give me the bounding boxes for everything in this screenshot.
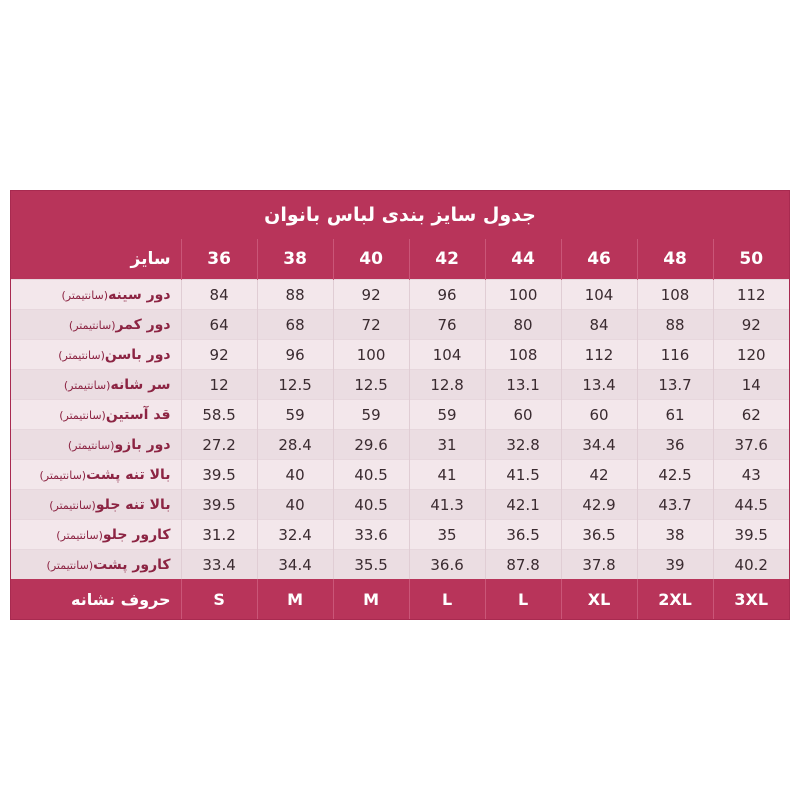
cell-shoulder-48: 13.7 [637,370,713,400]
row-unit-backwidth: (سانتیمتر) [46,558,94,572]
cell-waist-42: 76 [409,310,485,340]
cell-hip-36: 92 [181,340,257,370]
row-label-hip [11,340,181,370]
cell-frontwidth-42: 35 [409,520,485,550]
table-row [11,340,789,370]
cell-arm-40: 29.6 [333,430,409,460]
cell-frontwidth-48: 38 [637,520,713,550]
cell-backwidth-40: 35.5 [333,550,409,580]
cell-hip-44: 108 [485,340,561,370]
cell-backbodice-40: 40.5 [333,460,409,490]
cell-shoulder-50: 14 [713,370,789,400]
cell-bust-38: 88 [257,280,333,310]
cell-backbodice-38: 40 [257,460,333,490]
cell-frontwidth-46: 36.5 [561,520,637,550]
table-row [11,520,789,550]
cell-frontbodice-44: 42.1 [485,490,561,520]
size-header-label: سایز [11,239,181,280]
cell-bust-46: 104 [561,280,637,310]
cell-sleeve-36: 58.5 [181,400,257,430]
letter-code-m1: M [257,579,333,619]
size-header-cell-42: 42 [409,239,485,280]
cell-waist-40: 72 [333,310,409,340]
cell-backwidth-42: 36.6 [409,550,485,580]
cell-frontwidth-50: 39.5 [713,520,789,550]
cell-frontwidth-38: 32.4 [257,520,333,550]
row-label-backbodice [11,460,181,490]
cell-backbodice-46: 42 [561,460,637,490]
cell-frontbodice-36: 39.5 [181,490,257,520]
size-chart-container [10,190,790,620]
row-label-backwidth-text: کارور پشت [93,556,171,573]
table-row [11,280,789,310]
cell-frontbodice-48: 43.7 [637,490,713,520]
letter-code-3xl: 3XL [713,579,789,619]
row-unit-sleeve: (سانتیمتر) [59,408,106,422]
cell-sleeve-40: 59 [333,400,409,430]
size-header-cell-38: 38 [257,239,333,280]
cell-backwidth-46: 37.8 [561,550,637,580]
cell-backbodice-44: 41.5 [485,460,561,490]
cell-backwidth-36: 33.4 [181,550,257,580]
size-header-cell-50: 50 [713,239,789,280]
cell-arm-50: 37.6 [713,430,789,460]
row-label-arm [11,430,181,460]
cell-backbodice-48: 42.5 [637,460,713,490]
cell-waist-36: 64 [181,310,257,340]
chart-title: جدول سایز بندی لباس بانوان [11,191,789,239]
cell-arm-36: 27.2 [181,430,257,460]
cell-frontwidth-44: 36.5 [485,520,561,550]
cell-backwidth-44: 87.8 [485,550,561,580]
letter-code-s: S [181,579,257,619]
cell-arm-48: 36 [637,430,713,460]
row-unit-bust: (سانتیمتر) [61,288,109,302]
row-label-frontwidth [11,520,181,550]
table-row [11,490,789,520]
table-row [11,310,789,340]
cell-frontbodice-42: 41.3 [409,490,485,520]
letter-code-xl: XL [561,579,637,619]
cell-shoulder-36: 12 [181,370,257,400]
row-label-sleeve-text: قد آستین [105,406,171,423]
row-unit-waist: (سانتیمتر) [68,318,116,332]
cell-frontbodice-38: 40 [257,490,333,520]
row-label-waist [11,310,181,340]
cell-sleeve-50: 62 [713,400,789,430]
row-label-frontbodice [11,490,181,520]
cell-waist-46: 84 [561,310,637,340]
cell-hip-46: 112 [561,340,637,370]
row-label-shoulder-text: سر شانه [110,376,171,393]
cell-bust-42: 96 [409,280,485,310]
table-row [11,550,789,580]
row-unit-backbodice: (سانتیمتر) [39,468,87,482]
cell-arm-42: 31 [409,430,485,460]
row-label-backwidth [11,550,181,580]
row-label-waist-text: دور کمر [115,316,171,333]
cell-bust-36: 84 [181,280,257,310]
size-chart-table [11,191,789,619]
chart-title-row [11,191,789,239]
cell-shoulder-42: 12.8 [409,370,485,400]
table-row [11,460,789,490]
cell-shoulder-38: 12.5 [257,370,333,400]
cell-hip-50: 120 [713,340,789,370]
cell-bust-48: 108 [637,280,713,310]
table-row [11,370,789,400]
cell-shoulder-46: 13.4 [561,370,637,400]
cell-sleeve-46: 60 [561,400,637,430]
letter-code-m2: M [333,579,409,619]
cell-waist-50: 92 [713,310,789,340]
cell-frontbodice-40: 40.5 [333,490,409,520]
cell-bust-40: 92 [333,280,409,310]
size-header-cell-46: 46 [561,239,637,280]
row-unit-frontbodice: (سانتیمتر) [49,498,96,512]
cell-shoulder-44: 13.1 [485,370,561,400]
row-unit-shoulder: (سانتیمتر) [63,378,111,392]
letter-code-label: حروف نشانه [11,579,181,619]
cell-hip-40: 100 [333,340,409,370]
row-label-bust-text: دور سینه [108,286,171,303]
cell-sleeve-44: 60 [485,400,561,430]
table-row [11,430,789,460]
cell-sleeve-38: 59 [257,400,333,430]
row-label-frontbodice-text: بالا تنه جلو [95,496,171,513]
cell-shoulder-40: 12.5 [333,370,409,400]
row-label-bust [11,280,181,310]
row-label-shoulder [11,370,181,400]
cell-sleeve-42: 59 [409,400,485,430]
cell-waist-44: 80 [485,310,561,340]
row-unit-arm: (سانتیمتر) [67,438,115,452]
row-label-sleeve [11,400,181,430]
row-unit-frontwidth: (سانتیمتر) [56,528,103,542]
cell-backwidth-50: 40.2 [713,550,789,580]
cell-frontwidth-40: 33.6 [333,520,409,550]
cell-waist-48: 88 [637,310,713,340]
cell-backbodice-36: 39.5 [181,460,257,490]
cell-frontwidth-36: 31.2 [181,520,257,550]
cell-backbodice-42: 41 [409,460,485,490]
letter-code-l1: L [409,579,485,619]
cell-hip-42: 104 [409,340,485,370]
cell-backwidth-48: 39 [637,550,713,580]
cell-frontbodice-50: 44.5 [713,490,789,520]
cell-bust-44: 100 [485,280,561,310]
cell-sleeve-48: 61 [637,400,713,430]
size-chart-body [11,191,789,619]
size-header-cell-48: 48 [637,239,713,280]
cell-bust-50: 112 [713,280,789,310]
letter-code-l2: L [485,579,561,619]
row-label-frontwidth-text: کارور جلو [102,526,171,543]
cell-hip-38: 96 [257,340,333,370]
cell-arm-46: 34.4 [561,430,637,460]
row-label-hip-text: دور باسن [104,346,171,363]
row-unit-hip: (سانتیمتر) [58,348,105,362]
cell-arm-38: 28.4 [257,430,333,460]
size-header-cell-44: 44 [485,239,561,280]
cell-backbodice-50: 43 [713,460,789,490]
cell-hip-48: 116 [637,340,713,370]
row-label-backbodice-text: بالا تنه پشت [86,466,171,483]
size-header-cell-36: 36 [181,239,257,280]
size-header-cell-40: 40 [333,239,409,280]
cell-arm-44: 32.8 [485,430,561,460]
size-header-row [11,239,789,280]
letter-code-2xl: 2XL [637,579,713,619]
table-row [11,400,789,430]
cell-waist-38: 68 [257,310,333,340]
cell-backwidth-38: 34.4 [257,550,333,580]
letter-code-row [11,579,789,619]
cell-frontbodice-46: 42.9 [561,490,637,520]
row-label-arm-text: دور بازو [114,436,171,453]
